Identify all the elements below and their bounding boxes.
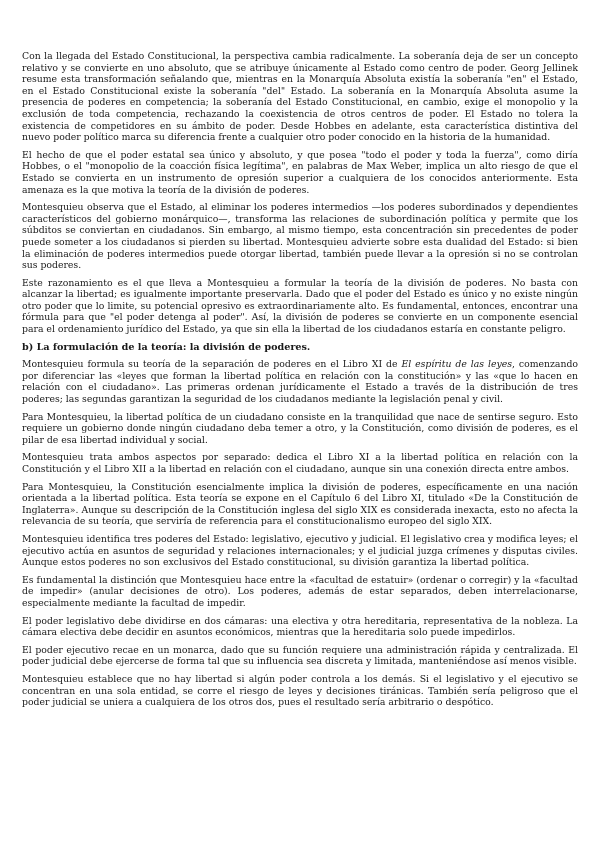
section-heading: b) La formulación de la teoría: la división de poderes. [22, 341, 311, 353]
paragraph-libertad-politica: Para Montesquieu, la libertad política de un ciudadano consiste en la tranquilidad que nace de sentirse seguro. Esto requiere un gobierno donde ningún ciudadano deba temer a otro, y la Constitución, como división de poderes, es el pilar de esa libertad individual y social. [22, 411, 578, 446]
paragraph-libro-xi [22, 359, 578, 405]
paragraph-facultades: Es fundamental la distinción que Montesquieu hace entre la «facultad de estatuir» (ordenar o corregir) y la «facultad de impedir» (anular decisiones de otro). Los poderes, además de estar separados, deben interrelacionarse, especialmente mediante la facultad de impedir. [22, 574, 578, 609]
paragraph-poder-unico: El hecho de que el poder estatal sea único y absoluto, y que posea "todo el poder y toda la fuerza", como diría Hobbes, o el "monopolio de la coacción física legítima", en palabras de Max Weber, implica un alto riesgo de que el Estado se convierta en un instrumento de opresión superior a cualquiera de los conocidos anteriormente. Esta amenaza es la que motiva la teoría de la división de poderes. [22, 149, 578, 196]
paragraph-poderes-intermedios: Montesquieu observa que el Estado, al eliminar los poderes intermedios —los poderes subordinados y dependientes característicos del gobierno monárquico—, transforma las relaciones de subordinación política y permite que los súbditos se conviertan en ciudadanos. Sin embargo, al mismo tiempo, esta concentración sin precedentes de poder puede someter a los ciudadanos si pierden su libertad. Montesquieu advierte sobre esta dualidad del Estado: si bien la eliminación de poderes intermedios puede otorgar libertad, también puede llevar a la opresión si no se controlan sus poderes. [22, 202, 578, 272]
paragraph-constitucion-inglaterra: Para Montesquieu, la Constitución esencialmente implica la división de poderes, específicamente en una nación orientada a la libertad política. Esta teoría se expone en el Capítulo 6 del Libro XI, titulado «De la Constitución de Inglaterra». Aunque su descripción de la Constitución inglesa del siglo XIX es considerada inexacta, esto no afecta la relevancia de su teoría, que serviría de referencia para el constitucionalismo europeo del siglo XIX. [22, 481, 578, 528]
paragraph-libro-xi-rest: , comenzando por diferenciar las «leyes que forman la libertad política en relación con la constitución» y las «que lo hacen en relación con el ciudadano». Las primeras ordenan jurídicamente el Estado a través de la distribución de tres poderes; las segundas garantizan la seguridad de los ciudadanos mediante la legislación penal y civil. [22, 359, 578, 406]
paragraph-libros-xi-xii: Montesquieu trata ambos aspectos por separado: dedica el Libro XI a la libertad política en relación con la Constitución y el Libro XII a la libertad en relación con el ciudadano, aunque sin una conexión directa entre ambos. [22, 452, 578, 475]
paragraph-conclusion: Montesquieu establece que no hay libertad si algún poder controla a los demás. Si el legislativo y el ejecutivo se concentran en una sola entidad, se corre el riesgo de leyes y decisiones tiránicas. También sería peligroso que el poder judicial se uniera a cualquiera de los otros dos, pues el resultado sería arbitrario o despótico. [22, 673, 578, 709]
book-title: El espíritu de las leyes [401, 359, 513, 371]
paragraph-estado-constitucional: Con la llegada del Estado Constitucional, la perspectiva cambia radicalmente. La soberanía deja de ser un concepto relativo y se convierte en uno absoluto, que se atribuye únicamente al Estado como centro de poder. Georg Jellinek resume esta transformación señalando que, mientras en la Monarquía Absoluta existía la soberanía "en" el Estado, en el Estado Constitucional existe la soberanía "del" Estado. La soberanía en la Monarquía Absoluta asume la presencia de poderes en competencia; la soberanía del Estado Constitucional, en cambio, exige el monopolio y la exclusión de toda competencia, rechazando la coexistencia de otros centros de poder. El Estado no tolera la existencia de competidores en su ámbito de poder. Desde Hobbes en adelante, esta característica distintiva del nuevo poder político marca su diferencia frente a cualquier otro poder conocido en la historia de la humanidad. [22, 51, 578, 144]
paragraph-tres-poderes: Montesquieu identifica tres poderes del Estado: legislativo, ejecutivo y judicial. El legislativo crea y modifica leyes; el ejecutivo actúa en asuntos de seguridad y relaciones internacionales; y el judicial juzga crímenes y disputas civiles. Aunque estos poderes no son exclusivos del Estado constitucional, su división garantiza la libertad política. [22, 533, 578, 569]
paragraph-poder-legislativo: El poder legislativo debe dividirse en dos cámaras: una electiva y otra hereditaria, representativa de la nobleza. La cámara electiva debe decidir en asuntos económicos, mientras que la hereditaria solo puede impedirlos. [22, 615, 578, 639]
paragraph-poder-ejecutivo: El poder ejecutivo recae en un monarca, dado que su función requiere una administración rápida y centralizada. El poder judicial debe ejercerse de forma tal que su influencia sea discreta y limitada, manteniéndose así menos visible. [22, 644, 578, 668]
paragraph-razonamiento: Este razonamiento es el que lleva a Montesquieu a formular la teoría de la división de poderes. No basta con alcanzar la libertad; es igualmente importante preservarla. Dado que el poder del Estado es único y no existe ningún otro poder que lo limite, su potencial opresivo es extraordinariamente alto. Es fundamental, entonces, encontrar una fórmula para que "el poder detenga al poder". Así, la división de poderes se convierte en un componente esencial para el ordenamiento jurídico del Estado, ya que sin ella la libertad de los ciudadanos estaría en constante peligro. [22, 277, 578, 336]
paragraph-libro-xi-start: Montesquieu formula su teoría de la separación de poderes en el Libro XI de [22, 359, 402, 371]
